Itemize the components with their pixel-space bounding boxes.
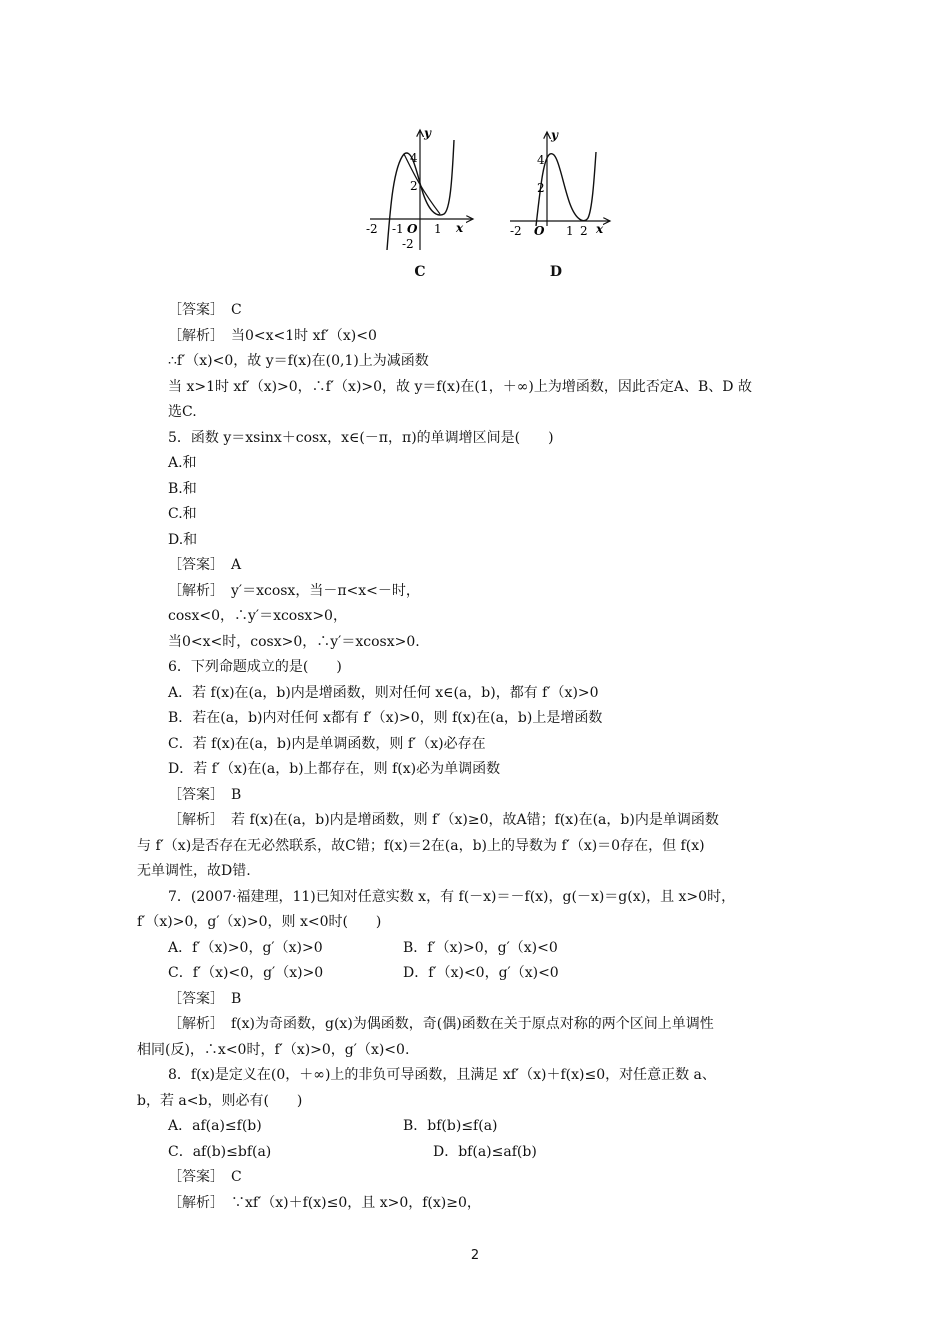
c-tick-y4: 4 [410,151,418,165]
q8-option-c: C．af(b)≤bf(a) [168,1143,272,1160]
c-tick-origin: O [407,222,418,236]
d-tick-y4: 4 [537,153,545,167]
question-8-line1: 8．f(x)是定义在(0，＋∞)上的非负可导函数，且满足 xf′（x)＋f(x)≤0，对任意正数 a、 [168,1067,716,1083]
q5-option-a: A.和 [168,455,197,471]
graph-c-svg [360,122,480,262]
function-graphs [360,122,620,292]
answer-6: ［答案］ B [168,786,242,803]
q8-options-row1 [168,1114,818,1140]
answer-7: ［答案］ B [168,990,242,1007]
graph-c-label: C [414,264,426,280]
q8-options-row2 [168,1140,818,1166]
document-body [137,298,818,1216]
q8-option-a: A．af(a)≤f(b) [168,1118,262,1134]
d-y-label: y [551,128,558,142]
c-x-label: x [456,221,464,235]
d-curve [536,152,596,226]
analysis-6-line3: 无单调性，故D错. [137,863,251,879]
page-number: 2 [470,1248,480,1263]
q7-options-row1 [168,936,818,962]
q7-options-row2 [168,961,818,987]
analysis-4-line1: ［解析］ 当0<x<1时 xf′（x)<0 [168,327,377,344]
analysis-4-line4: 选C. [168,404,197,420]
q6-option-d: D．若 f′（x)在(a，b)上都存在，则 f(x)必为单调函数 [168,761,501,777]
q7-option-a: A．f′（x)>0，g′（x)>0 [168,939,323,956]
d-tick-1: 1 [566,224,574,238]
question-6: 6．下列命题成立的是( ) [168,659,342,675]
graph-d [500,122,620,280]
question-7-line2: f′（x)>0，g′（x)>0，则 x<0时( ) [137,914,382,930]
d-tick-2: 2 [580,224,588,238]
answer-5: ［答案］ A [168,557,242,573]
q7-option-d: D．f′（x)<0，g′（x)<0 [403,965,559,981]
q5-option-b: B.和 [168,480,197,497]
analysis-4-line3: 当 x>1时 xf′（x)>0，∴f′（x)>0，故 y＝f(x)在(1，＋∞)上为增函数，因此否定A、B、D 故 [168,378,752,395]
c-tick-neg1: -1 [392,222,404,236]
q6-option-a: A．若 f(x)在(a，b)内是增函数，则对任何 x∈(a，b)，都有 f′（x)>0 [168,684,599,701]
answer-8: ［答案］ C [168,1169,242,1185]
d-tick-neg2: -2 [510,224,522,238]
analysis-5-line3: 当0<x<时，cosx>0，∴y′＝xcosx>0. [168,633,420,650]
analysis-7-line1: ［解析］ f(x)为奇函数，g(x)为偶函数，奇(偶)函数在关于原点对称的两个区间上单调性 [168,1016,714,1032]
q6-option-c: C．若 f(x)在(a，b)内是单调函数，则 f′（x)必存在 [168,735,486,752]
d-tick-y2: 2 [537,181,545,195]
c-tick-yneg2: -2 [402,237,414,251]
c-tick-neg2: -2 [366,222,378,236]
question-8-line2: b，若 a<b，则必有( ) [137,1092,303,1109]
question-5: 5．函数 y＝xsinx＋cosx，x∈(－π，π)的单调增区间是( ) [168,429,554,446]
q7-option-c: C．f′（x)<0，g′（x)>0 [168,965,324,981]
analysis-6-line2: 与 f′（x)是否存在无必然联系，故C错；f(x)＝2在(a，b)上的导数为 f′（x)＝0存在，但 f(x) [137,837,705,854]
analysis-6-line1: ［解析］ 若 f(x)在(a，b)内是增函数，则 f′（x)≥0，故A错；f(x)在(a，b)内是单调函数 [168,812,719,828]
c-y-label: y [424,126,431,140]
c-tick-1: 1 [434,222,442,236]
analysis-5-line1: ［解析］ y′＝xcosx，当－π<x<－时， [168,582,420,599]
q5-option-c: C.和 [168,506,197,522]
d-tick-origin: O [534,224,545,238]
c-tick-y2: 2 [410,179,418,193]
q6-option-b: B．若在(a，b)内对任何 x都有 f′（x)>0，则 f(x)在(a，b)上是增函数 [168,710,603,726]
graph-c [360,122,480,280]
q5-option-d: D.和 [168,531,198,548]
analysis-7-line2: 相同(反)，∴x<0时，f′（x)>0，g′（x)<0. [137,1041,410,1058]
analysis-8-line1: ［解析］ ∵xf′（x)＋f(x)≤0，且 x>0，f(x)≥0， [168,1194,481,1211]
q8-option-b: B．bf(b)≤f(a) [403,1118,498,1134]
q8-option-d: D．bf(a)≤af(b) [433,1143,537,1160]
q7-option-b: B．f′（x)>0，g′（x)<0 [403,939,558,956]
answer-4: ［答案］ C [168,302,242,318]
graph-d-label: D [549,264,563,280]
question-7-line1: 7．(2007·福建理，11)已知对任意实数 x，有 f(－x)＝－f(x)，g(－x)＝g(x)，且 x>0时， [168,888,736,905]
graph-d-svg [500,122,620,262]
analysis-5-line2: cosx<0，∴y′＝xcosx>0， [168,608,347,624]
d-x-label: x [596,222,604,236]
analysis-4-line2: ∴f′（x)<0，故 y＝f(x)在(0,1)上为减函数 [168,353,429,369]
